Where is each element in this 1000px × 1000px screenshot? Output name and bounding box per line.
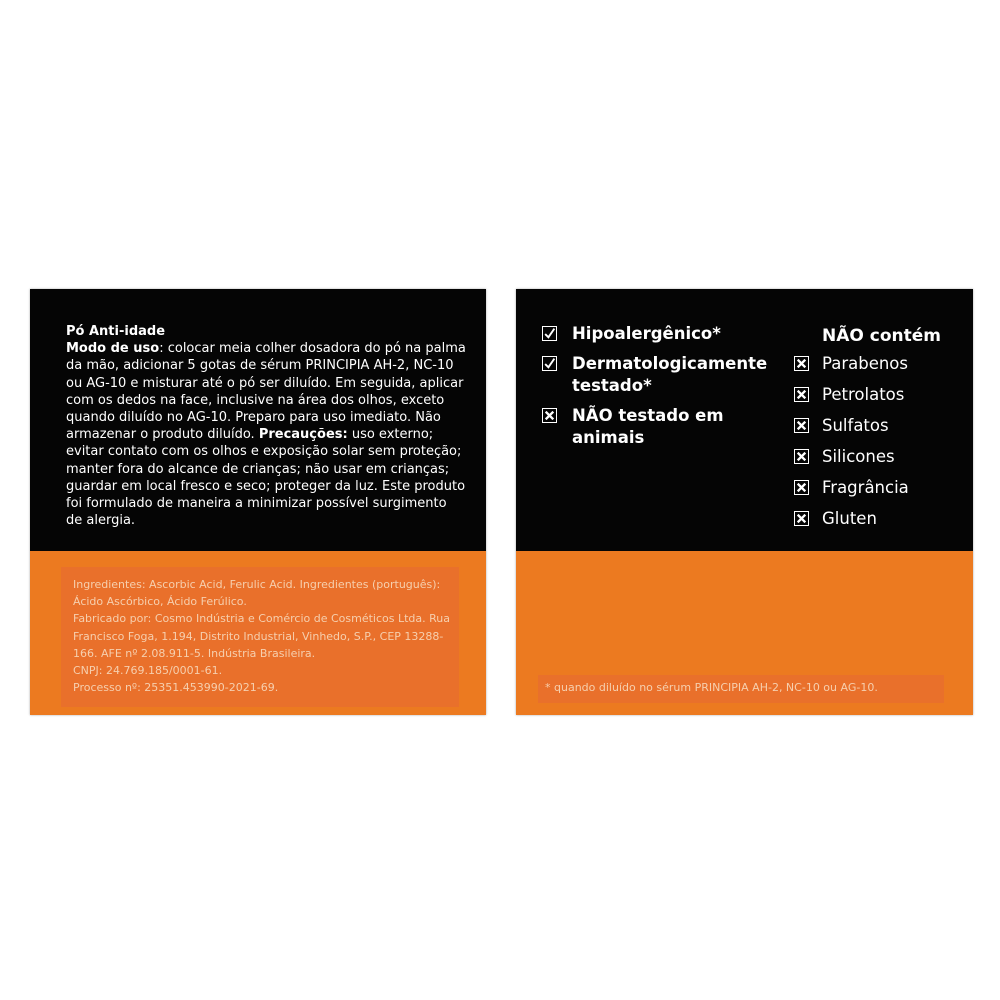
checkbox-x-icon [794, 356, 809, 371]
footnote-text: * quando diluído no sérum PRINCIPIA AH-2, NC-10 ou AG-10. [545, 681, 878, 694]
claims-section [516, 289, 973, 551]
checkbox-x-icon [794, 480, 809, 495]
precautions-label: Precauções: [258, 427, 348, 443]
free-from-title: NÃO contém [822, 326, 941, 346]
free-from-list [794, 325, 964, 539]
usage-section [30, 289, 486, 551]
checkbox-x-icon [794, 511, 809, 526]
ingredients-list: Ingredientes: Ascorbic Acid, Ferulic Acid. Ingredientes (português): Ácido Ascórbico, Ácido Ferúlico. [73, 578, 441, 609]
free-from-item [794, 508, 964, 539]
footnote-box [538, 675, 944, 703]
free-from-item [794, 353, 964, 384]
manufacturer-info: Fabricado por: Cosmo Indústria e Comércio de Cosméticos Ltda. Rua Francisco Foga, 1.194, Distrito Industrial, Vinhedo, S.P., CEP 13288-166. AFE nº 2.08.911-5. Indústria Brasileira. [73, 612, 451, 660]
checkbox-check-icon [542, 326, 557, 341]
usage-paragraph [66, 340, 466, 529]
process-number: Processo nº: 25351.453990-2021-69. [73, 681, 279, 695]
free-from-label: Sulfatos [822, 416, 889, 435]
left-label-panel [30, 289, 486, 715]
free-from-label: Parabenos [822, 354, 908, 373]
free-from-label: Fragrância [822, 478, 909, 497]
product-name: Pó Anti-idade [66, 324, 166, 339]
checkbox-x-icon [542, 408, 557, 423]
footnote-section [516, 551, 973, 715]
claims-list [542, 323, 782, 457]
free-from-item [794, 384, 964, 415]
usage-label: Modo de uso [66, 341, 160, 357]
claim-item [542, 323, 782, 345]
checkbox-x-icon [794, 387, 809, 402]
claim-item [542, 353, 782, 397]
checkbox-x-icon [794, 449, 809, 464]
claim-label: Dermatologicamente testado* [572, 354, 768, 395]
ingredients-box [61, 567, 459, 707]
right-label-panel [516, 289, 973, 715]
checkbox-check-icon [542, 356, 557, 371]
checkbox-x-icon [794, 418, 809, 433]
claim-label: NÃO testado em animais [572, 406, 724, 447]
free-from-item [794, 477, 964, 508]
claim-label: Hipoalergênico* [572, 324, 721, 343]
free-from-item [794, 446, 964, 477]
claim-item [542, 405, 782, 449]
free-from-item [794, 415, 964, 446]
ingredients-text-block [73, 576, 453, 696]
usage-text-block [66, 323, 466, 529]
precautions-text: uso externo; evitar contato com os olhos e exposição solar sem proteção; manter fora do alcance de crianças; não usar em crianças; guardar em local fresco e seco; proteger da luz. Este produto foi formulado de maneira a minimizar possível surgimento de alergia. [66, 427, 466, 529]
free-from-label: Silicones [822, 447, 895, 466]
free-from-label: Petrolatos [822, 385, 905, 404]
ingredients-section [30, 551, 486, 715]
free-from-label: Gluten [822, 509, 877, 528]
usage-instructions: : colocar meia colher dosadora do pó na palma da mão, adicionar 5 gotas de sérum PRINCIPIA AH-2, NC-10 ou AG-10 e misturar até o pó ser diluído. Em seguida, aplicar com os dedos na face, inclusive na área dos olhos, exceto quando diluído no AG-10. Preparo para uso imediato. Não armazenar o produto diluído. [66, 341, 466, 443]
cnpj-number: CNPJ: 24.769.185/0001-61. [73, 664, 223, 678]
